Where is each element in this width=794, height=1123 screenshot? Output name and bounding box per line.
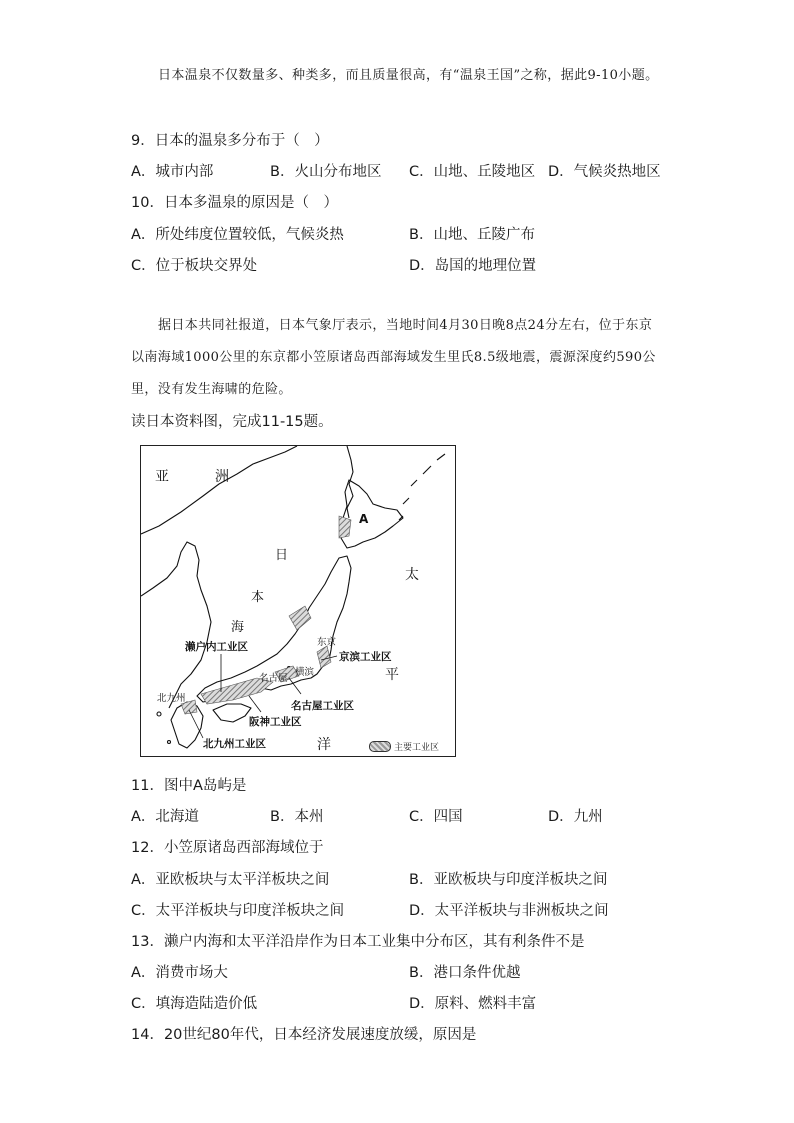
- question-13-option-a: A．消费市场大: [131, 965, 228, 981]
- map-legend: [369, 740, 439, 753]
- asia-coastline: [141, 446, 297, 534]
- question-13-option-c: C．填海造陆造价低: [131, 996, 258, 1012]
- map-label-setouchi: 濑户内工业区: [185, 641, 248, 653]
- leader-hanshin: [249, 696, 261, 712]
- question-12-option-b: B．亚欧板块与印度洋板块之间: [409, 872, 608, 888]
- kuril-islands: [399, 454, 445, 520]
- intro-paragraph-hot-springs: 日本温泉不仅数量多、种类多，而且质量很高，有“温泉王国”之称，据此9-10小题。: [158, 68, 659, 83]
- question-10-stem: 10．日本多温泉的原因是（ ）: [131, 195, 338, 211]
- question-11-option-a: A．北海道: [131, 809, 199, 825]
- map-label-kitakyushu: 北九州工业区: [203, 738, 266, 750]
- map-label-nagoya: 名古屋工业区: [291, 700, 354, 712]
- question-13-option-d: D．原料、燃料丰富: [409, 996, 537, 1012]
- question-11-option-d: D．九州: [548, 809, 603, 825]
- goto-island: [168, 741, 171, 744]
- korea-coastline: [141, 542, 211, 708]
- legend-swatch-industrial: [369, 741, 391, 752]
- leader-kitakyushu: [189, 710, 203, 738]
- question-13-stem: 13．濑户内海和太平洋沿岸作为日本工业集中分布区，其有利条件不是: [131, 934, 585, 950]
- question-11-option-c: C．四国: [409, 809, 463, 825]
- map-label-hanshin: 阪神工业区: [249, 716, 302, 728]
- industrial-zone-hokkaido: [339, 516, 351, 538]
- map-label-keihin: 京滨工业区: [339, 651, 392, 663]
- map-city-kitakyushu: 北九州: [157, 693, 186, 704]
- question-9-option-b: B．火山分布地区: [270, 164, 382, 180]
- japan-map: [140, 445, 456, 757]
- industrial-zone-keihin: [317, 646, 331, 668]
- question-9-option-d: D．气候炎热地区: [548, 164, 661, 180]
- question-12-option-a: A．亚欧板块与太平洋板块之间: [131, 872, 330, 888]
- question-10-option-b: B．山地、丘陵广布: [409, 227, 535, 243]
- map-label-sea-1: 日: [275, 548, 289, 563]
- question-14-stem: 14．20世纪80年代，日本经济发展速度放缓，原因是: [131, 1027, 477, 1043]
- map-label-sea-3: 海: [231, 620, 245, 635]
- question-12-option-c: C．太平洋板块与印度洋板块之间: [131, 903, 345, 919]
- legend-label: 主要工业区: [394, 743, 440, 753]
- question-9-option-a: A．城市内部: [131, 164, 214, 180]
- tsushima-island: [157, 712, 161, 716]
- map-label-asia-2: 洲: [215, 469, 229, 485]
- question-13-option-b: B．港口条件优越: [409, 965, 521, 981]
- map-label-sea-2: 本: [251, 590, 265, 605]
- question-9-option-c: C．山地、丘陵地区: [409, 164, 536, 180]
- question-11-option-b: B．本州: [270, 809, 324, 825]
- map-label-island-a: A: [359, 512, 369, 526]
- shikoku-coastline: [213, 704, 251, 722]
- map-instruction: 读日本资料图，完成11-15题。: [131, 414, 333, 430]
- question-12-stem: 12．小笠原诸岛西部海域位于: [131, 840, 324, 856]
- intro-paragraph-earthquake: 据日本共同社报道，日本气象厅表示，当地时间4月30日晚8点24分左右，位于东京以南海域1000公里的东京都小笠原诸岛西部海域发生里氏8.5级地震，震源深度约590公里，没有发生海啸的危险。: [131, 318, 656, 397]
- map-label-pacific-2: 平: [385, 667, 399, 683]
- industrial-zone-setouchi-north: [289, 606, 311, 630]
- question-10-option-d: D．岛国的地理位置: [409, 258, 537, 274]
- map-label-asia-1: 亚: [155, 469, 169, 485]
- hokkaido-coastline: [341, 480, 403, 548]
- map-label-pacific-1: 太: [405, 567, 419, 583]
- question-11-stem: 11．图中A岛屿是: [131, 778, 247, 794]
- map-city-tokyo: 东京: [317, 637, 337, 648]
- question-12-option-d: D．太平洋板块与非洲板块之间: [409, 903, 609, 919]
- question-10-option-c: C．位于板块交界处: [131, 258, 258, 274]
- map-city-nagoya: 名古屋: [259, 673, 288, 684]
- map-city-yokohama: 横滨: [295, 667, 315, 678]
- question-10-option-a: A．所处纬度位置较低，气候炎热: [131, 227, 344, 243]
- map-label-pacific-3: 洋: [317, 737, 331, 753]
- question-9-stem: 9．日本的温泉多分布于（ ）: [131, 133, 329, 149]
